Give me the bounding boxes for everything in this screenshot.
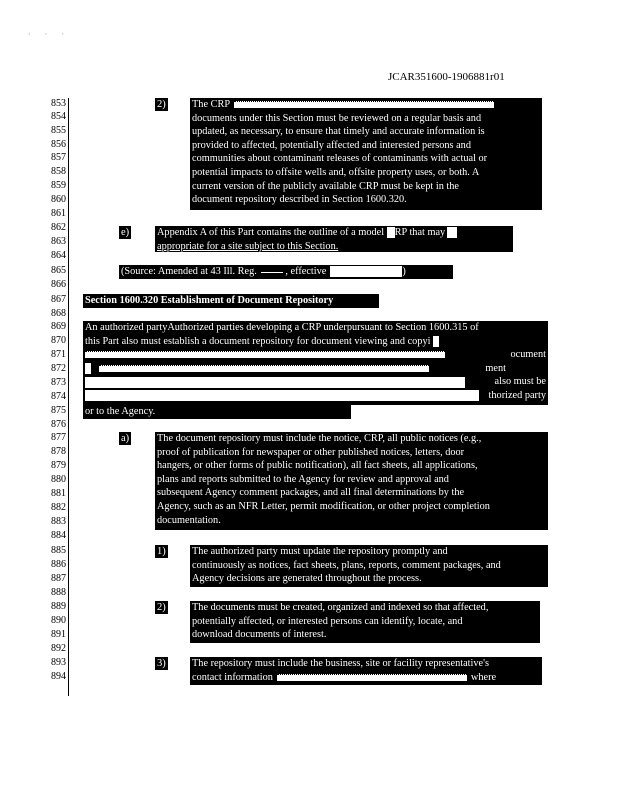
para-889-line-2: potentially affected, or interested persons can identify, locate, and	[192, 615, 463, 627]
para-869-line-2: this Part also must establish a document repository for document viewing and copyi	[85, 335, 431, 347]
redaction	[433, 336, 439, 347]
para-893-line-2b: where	[470, 671, 497, 683]
line-number: 857	[51, 152, 66, 163]
line-number: 860	[51, 194, 66, 205]
scan-speckle: · · ·	[28, 30, 70, 39]
para-869-line-1: An authorized partyAuthorized parties developing a CRP underpursuant to Section 1600.315 of	[85, 322, 479, 333]
para-853-line-6: potential impacts to offsite wells and, offsite property uses, or both. A	[192, 166, 480, 178]
line-number: 863	[51, 236, 66, 247]
para-877-line-3: hangers, or other forms of public notification), all fact sheets, all applications,	[157, 460, 478, 472]
para-893-line-2a: contact information	[192, 671, 273, 683]
section-heading-text: Section 1600.320 Establishment of Document Repository	[85, 295, 334, 306]
line-number: 893	[51, 657, 66, 668]
line-number: 879	[51, 460, 66, 471]
para-853-line-1: The CRP	[192, 99, 231, 110]
line-number: 877	[51, 432, 66, 443]
para-853-line-8: document repository described in Section 1600.320.	[192, 194, 407, 206]
line-number: 894	[51, 671, 66, 682]
paragraph-index-documents	[190, 601, 540, 643]
line-number: 872	[51, 363, 66, 374]
line-number: 861	[51, 208, 66, 219]
line-number: 870	[51, 335, 66, 346]
line-number: 881	[51, 488, 66, 499]
line-number: 878	[51, 446, 66, 457]
redaction	[447, 227, 457, 238]
para-889-line-3: download documents of interest.	[192, 629, 327, 641]
para-853-line-3: updated, as necessary, to ensure that timely and accurate information is	[192, 126, 485, 138]
source-close: )	[402, 266, 406, 277]
para-862-line-1a: Appendix A of this Part contains the outline of a model	[157, 227, 387, 238]
para-877-line-4: plans and reports submitted to the Agency for review and approval and	[157, 473, 449, 485]
torn-region	[234, 101, 494, 108]
paragraph-appendix-a	[155, 226, 513, 252]
source-blank-volume	[261, 271, 283, 273]
line-number: 853	[51, 98, 66, 109]
source-blank-date	[330, 266, 402, 277]
item-marker-3: 3)	[157, 658, 166, 669]
line-number: 888	[51, 587, 66, 598]
section-heading	[83, 294, 379, 308]
line-number: 855	[51, 125, 66, 136]
source-text: (Source: Amended at 43 Ill. Reg.	[121, 266, 260, 277]
line-number: 858	[51, 166, 66, 177]
line-number: 869	[51, 321, 66, 332]
line-number: 875	[51, 405, 66, 416]
torn-region	[85, 351, 445, 358]
para-877-line-7: documentation.	[157, 514, 221, 526]
line-number: 890	[51, 615, 66, 626]
para-869-line-5: also must be	[494, 376, 546, 388]
para-853-line-2: documents under this Section must be reviewed on a regular basis and	[192, 112, 482, 124]
para-877-line-5: subsequent Agency comment packages, and all final determinations by the	[157, 487, 465, 499]
paragraph-contact-info	[190, 657, 542, 685]
line-number: 885	[51, 545, 66, 556]
redaction	[85, 377, 465, 388]
para-877-line-2: proof of publication for newspaper or other published notices, letters, door	[157, 446, 465, 458]
redaction	[387, 227, 395, 238]
para-869-line-4: ment	[485, 362, 506, 374]
para-885-line-1: The authorized party must update the repository promptly and	[192, 546, 448, 557]
line-number: 880	[51, 474, 66, 485]
line-number: 884	[51, 530, 66, 541]
para-853-line-4: provided to affected, potentially affected and interested persons and	[192, 139, 471, 151]
line-number: 873	[51, 377, 66, 388]
source-note	[119, 265, 453, 279]
source-effective: , effective	[285, 266, 327, 277]
para-853-line-7: current version of the publicly available CRP must be kept in the	[192, 180, 459, 192]
line-number: 892	[51, 643, 66, 654]
line-number: 868	[51, 308, 66, 319]
line-number: 856	[51, 139, 66, 150]
para-853-line-5: communities about contaminant releases of contaminants with actual or	[192, 153, 488, 165]
line-number: 865	[51, 265, 66, 276]
line-number: 854	[51, 111, 66, 122]
para-862-line-1b: RP that may	[394, 227, 446, 238]
line-number: 883	[51, 516, 66, 527]
para-869-line-7: or to the Agency.	[85, 406, 156, 417]
line-number: 866	[51, 279, 66, 290]
item-marker-1: 1)	[157, 546, 166, 557]
paragraph-repository-intro-end	[83, 405, 351, 419]
paragraph-crp-review	[190, 98, 542, 210]
line-number: 874	[51, 391, 66, 402]
line-number: 891	[51, 629, 66, 640]
para-877-line-6: Agency, such as an NFR Letter, permit modification, or other project completion	[157, 500, 490, 512]
line-number: 889	[51, 601, 66, 612]
line-number: 867	[51, 294, 66, 305]
item-marker-2: 2)	[157, 99, 166, 110]
para-885-line-2: continuously as notices, fact sheets, plans, reports, comment packages, and	[192, 559, 501, 571]
document-id: JCAR351600-1906881r01	[388, 71, 505, 83]
para-862-line-2: appropriate for a site subject to this Section.	[157, 240, 339, 252]
para-885-line-3: Agency decisions are generated throughout the process.	[192, 573, 422, 585]
paragraph-repository-intro	[83, 321, 548, 405]
para-893-line-1: The repository must include the business, site or facility representative's	[192, 658, 489, 669]
torn-region	[99, 365, 429, 372]
line-number: 886	[51, 559, 66, 570]
line-number: 864	[51, 250, 66, 261]
item-marker-e: e)	[121, 227, 130, 238]
line-number: 887	[51, 573, 66, 584]
item-marker-2b: 2)	[157, 602, 166, 613]
line-number-rule	[68, 98, 69, 696]
line-number: 876	[51, 419, 66, 430]
para-869-line-3: ocument	[510, 349, 546, 361]
item-marker-a: a)	[121, 433, 130, 444]
para-889-line-1: The documents must be created, organized and indexed so that affected,	[192, 602, 489, 613]
line-number: 862	[51, 222, 66, 233]
para-869-line-6: thorized party	[488, 389, 546, 401]
torn-region	[277, 674, 467, 681]
paragraph-update-repository	[190, 545, 548, 587]
line-number: 882	[51, 502, 66, 513]
redaction	[85, 390, 479, 401]
paragraph-repository-contents	[155, 432, 548, 530]
para-877-line-1: The document repository must include the notice, CRP, all public notices (e.g.,	[157, 433, 482, 444]
redaction	[85, 363, 91, 374]
line-number: 871	[51, 349, 66, 360]
line-number: 859	[51, 180, 66, 191]
